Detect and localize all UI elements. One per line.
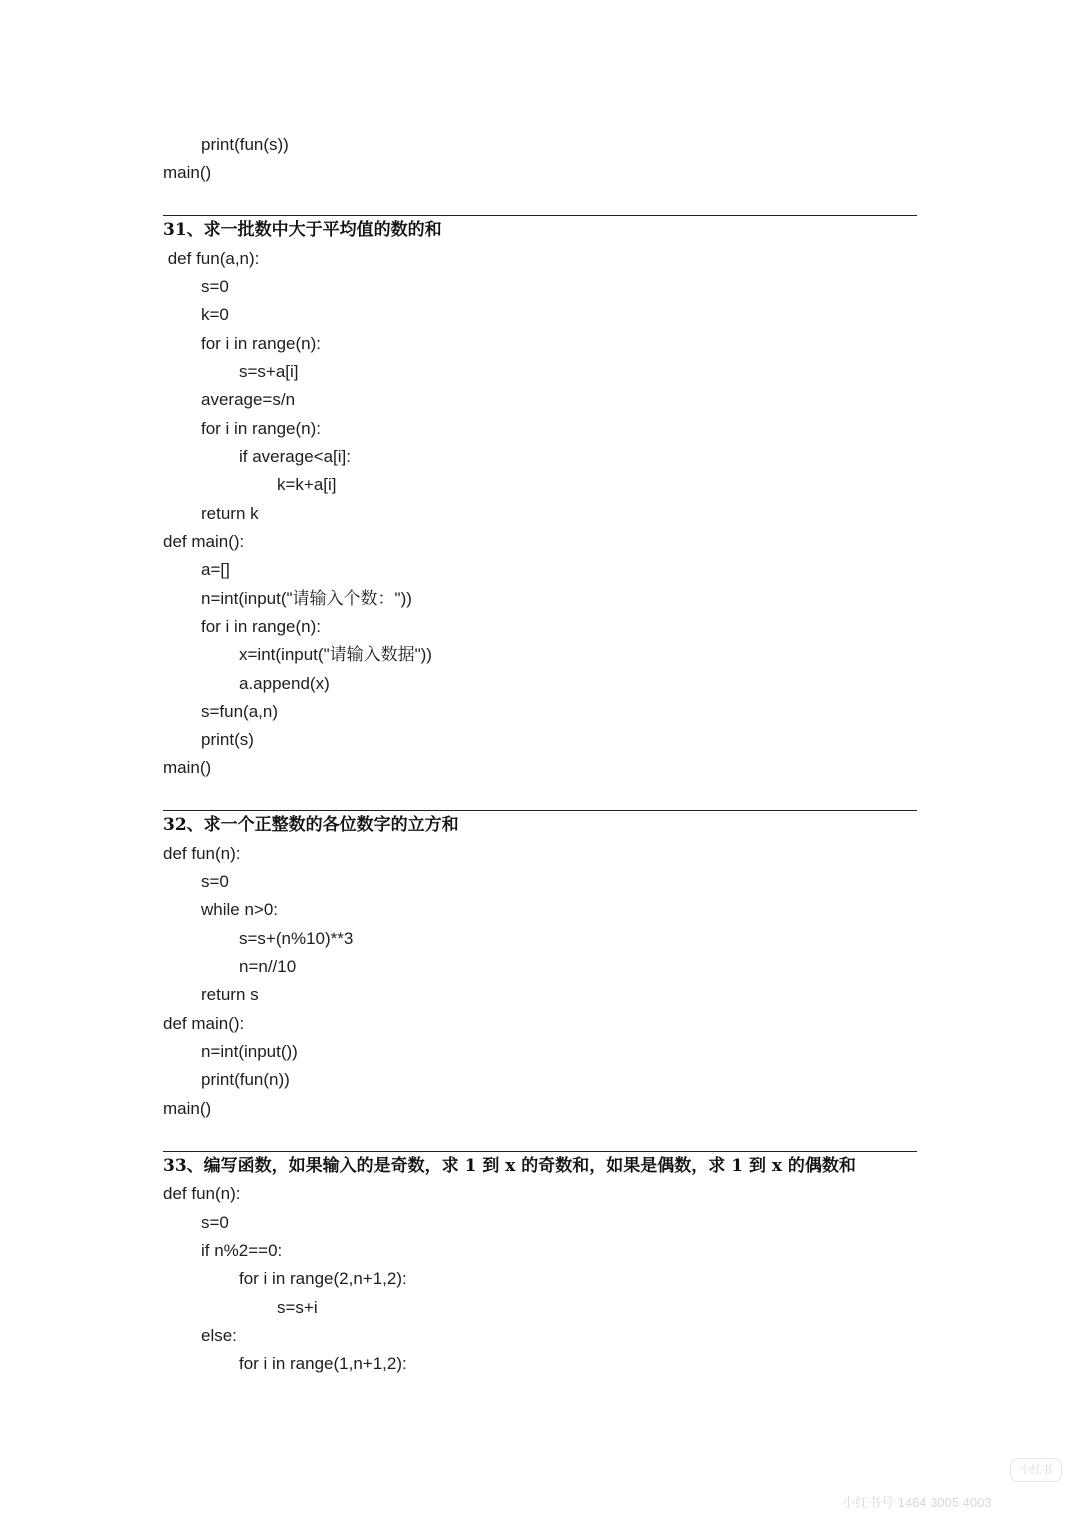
code-line: k=k+a[i] <box>277 475 337 494</box>
watermark-logo: 小红书 <box>1010 1458 1062 1482</box>
code-line: while n>0: <box>201 900 279 919</box>
code-line: for i in range(1,n+1,2): <box>239 1354 407 1373</box>
code-line: s=s+i <box>277 1298 318 1317</box>
code-line: main() <box>163 1099 212 1118</box>
code-line: n=int(input("请输入个数：")) <box>201 589 412 608</box>
code-line: for i in range(n): <box>201 419 321 438</box>
section-heading-32: 32、求一个正整数的各位数字的立方和 <box>163 815 459 835</box>
code-line: a.append(x) <box>239 674 330 693</box>
code-line: a=[] <box>201 560 230 579</box>
code-line: k=0 <box>201 305 229 324</box>
code-line: x=int(input("请输入数据")) <box>239 645 432 664</box>
code-line: if n%2==0: <box>201 1241 283 1260</box>
code-line: n=int(input()) <box>201 1042 298 1061</box>
code-line: s=s+(n%10)**3 <box>239 929 354 948</box>
code-line: else: <box>201 1326 237 1345</box>
code-line: print(fun(n)) <box>201 1070 290 1089</box>
code-line: print(fun(s)) <box>201 135 289 154</box>
code-line: return s <box>201 985 259 1004</box>
code-line: def fun(a,n): <box>163 249 260 268</box>
code-line: s=s+a[i] <box>239 362 299 381</box>
code-line: n=n//10 <box>239 957 297 976</box>
code-line: print(s) <box>201 730 254 749</box>
code-line: def fun(n): <box>163 844 241 863</box>
code-line: if average<a[i]: <box>239 447 351 466</box>
code-line: return k <box>201 504 259 523</box>
code-line: main() <box>163 758 212 777</box>
code-line: s=0 <box>201 277 229 296</box>
code-line: main() <box>163 163 212 182</box>
code-line: def main(): <box>163 532 245 551</box>
section-heading-31: 31、求一批数中大于平均值的数的和 <box>163 220 442 240</box>
code-line: s=fun(a,n) <box>201 702 279 721</box>
code-line: s=0 <box>201 1213 229 1232</box>
code-line: def main(): <box>163 1014 245 1033</box>
code-line: for i in range(n): <box>201 617 321 636</box>
watermark-caption: 小红书号 1464 3005 4003 <box>842 1495 992 1510</box>
section-heading-33: 33、编写函数，如果输入的是奇数，求 1 到 x 的奇数和，如果是偶数，求 1 到 x 的偶数和 <box>163 1156 856 1176</box>
code-line: s=0 <box>201 872 229 891</box>
code-line: for i in range(2,n+1,2): <box>239 1269 407 1288</box>
code-line: average=s/n <box>201 390 296 409</box>
code-line: for i in range(n): <box>201 334 321 353</box>
code-line: def fun(n): <box>163 1184 241 1203</box>
